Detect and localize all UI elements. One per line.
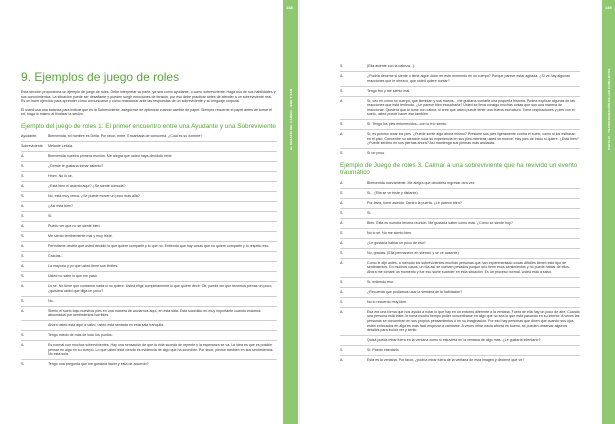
dialogue-text: Tengo miedo de más de todo los puntos. <box>48 333 113 338</box>
dialogue-text: Sí. <box>48 214 53 219</box>
page-number-left: 148 <box>286 5 293 10</box>
dialogue-text: ¿Podría decirme si siente o tiene algún dolor en este momento en su cuerpo? Porque parece estar agitada. ¿Sí ve hay algunas reacciones que le ofrezco, que usted quiere contar? <box>367 73 570 83</box>
line-separator <box>340 208 580 209</box>
dialogue-line <box>21 264 277 269</box>
speaker-label: A. <box>21 204 25 209</box>
dialogue-text: No... <box>48 298 56 303</box>
line-separator <box>21 161 277 162</box>
dialogue-text: Bienvenida, mi nombre es Delia. Por favor, entre. Encantada de conocerla. ¿Cuál es su nombre? <box>48 134 203 139</box>
speaker-label: S. <box>21 164 25 169</box>
dialogue-line <box>340 201 580 206</box>
dialogue-line <box>340 261 580 275</box>
dialogue-line <box>340 181 580 186</box>
dialogue-line <box>21 204 277 209</box>
line-separator <box>340 198 580 199</box>
speaker-label: S. <box>21 274 25 279</box>
dialogue-line <box>21 184 277 189</box>
speaker-label: S. <box>340 64 344 68</box>
speaker-label: A. <box>340 98 344 103</box>
line-separator <box>340 248 580 249</box>
dialogue-text: Esa era una forma que nos ayuda a notar lo que hay en un entorno diferente a la ventana. Fuera de ella hay un poco de aire. Cuando una persona está triste, le toma mucho tiempo poder concentrarse en algo que no sea lo que está pasando en su interior. A veces las personas se concentran en sus propios pensamientos o en su imaginación. Por eso hay personas que dicen que cuando sus ojos están enfocados en algo es más fácil empezar a calmarse. A veces mirar hacia afuera es bueno, se pueden observar algunos detalles para incluir ver y sentir. <box>367 309 580 333</box>
line-separator <box>21 221 277 222</box>
dialogue-line <box>340 348 580 353</box>
speaker-label: A. <box>21 224 25 229</box>
band-label-right: PARTE III · TRANSFORMACIÓN DE LOS CONFLICTOS <box>607 68 611 150</box>
speaker-label: A. <box>21 308 25 313</box>
dialogue-line <box>340 251 580 256</box>
dialogue-text: Bienvenida nuevamente. Me alegra que decidiera regresar otra vez. <box>367 180 476 185</box>
line-separator <box>340 218 580 219</box>
line-separator <box>21 181 277 182</box>
dialogue-line <box>21 144 277 149</box>
line-separator <box>21 201 277 202</box>
right-content <box>340 64 580 365</box>
dialogue-list-right-top <box>340 64 580 156</box>
speaker-label: S. <box>340 230 344 235</box>
speaker-label: A. <box>21 264 25 269</box>
line-separator <box>21 261 277 262</box>
line-separator <box>340 119 580 120</box>
dialogue-line <box>21 323 277 328</box>
left-page <box>0 0 300 424</box>
dialogue-text: Bien. Esta es nuestra tercera reunión. Me gustaría saber cómo está. ¿Cómo se siente hoy? <box>367 220 513 225</box>
line-separator <box>340 86 580 87</box>
speaker-label: S. <box>340 299 344 304</box>
speaker-label: S. <box>340 210 344 215</box>
dialogue-line <box>21 299 277 304</box>
page-title: 9. Ejemplos de juego de roles <box>21 70 180 84</box>
dialogue-line <box>21 164 277 169</box>
dialogue-line <box>21 134 277 139</box>
dialogue-line <box>21 154 277 159</box>
dialogue-text: Sí. Puedo intentarlo. <box>367 348 400 353</box>
line-separator <box>340 228 580 229</box>
line-separator <box>21 340 277 341</box>
dialogue-text: No, gracias. (Ella permanece en silencio y se ve ausente). <box>367 250 460 255</box>
dialogue-text: Melanie Letizia. <box>48 144 73 149</box>
speaker-label: A. <box>340 289 344 294</box>
speaker-label: S. <box>340 190 344 195</box>
left-side-band <box>283 0 298 424</box>
dialogue-text: (Ella asiente con la cabeza...). <box>367 64 416 68</box>
line-separator <box>340 287 580 288</box>
speaker-label: S. <box>21 214 25 219</box>
dialogue-text: Por favor, tome asiento. Dentro la puerta. ¿Le parece bien? <box>367 200 462 205</box>
speaker-label: A. <box>340 309 344 314</box>
speaker-label: S. <box>21 194 25 199</box>
dialogue-text: La mayoría y yo que usted tiene sus límites. <box>48 264 119 269</box>
line-separator <box>340 238 580 239</box>
dialogue-list-left <box>21 134 277 367</box>
intro-text <box>21 90 277 117</box>
dialogue-line <box>21 274 277 279</box>
speaker-label: S. <box>340 279 344 284</box>
speaker-label: S. <box>21 174 25 179</box>
dialogue-line <box>340 132 580 146</box>
speaker-label: A. <box>340 260 344 265</box>
dialogue-text: ¿Así está bien? <box>48 204 73 209</box>
line-separator <box>340 297 580 298</box>
dialogue-text: Hmm. No lo sé. <box>48 174 73 179</box>
line-separator <box>340 355 580 356</box>
dialogue-line <box>340 338 580 343</box>
dialogue-line <box>21 284 277 293</box>
dialogue-line <box>21 224 277 229</box>
dialogue-text: Sí, veo en cómo su cuerpo, que tiemblan y sus manos... me gustaría contarle una pequeña historia. Podría explicar algunas de las reacciones que está teniendo. ¿Le parece bien escucharla? Usted se lleva consigo muchas cosas que son una manera de reaccionar. Quisiera que lo tome con calma, si cree que usted puede tener una buena estructura. Tome respiraciones y pies con el suelo, usted puede hacer ese también. <box>367 98 575 117</box>
dialogue-line <box>340 122 580 127</box>
dialogue-text: Quizá pueda mirar fuera en la ventana como si estuviera en la ventana de algo más. ¿Le gustaría intentarlo? <box>367 338 541 343</box>
speaker-label: A. <box>21 244 25 249</box>
dialogue-text: ¿Dónde le gustaría tomar asiento? <box>48 164 104 169</box>
line-separator <box>21 359 277 360</box>
left-content <box>21 70 277 369</box>
dialogue-text: Sí, es preciso tocar los pies. ¿Puede sentir algo ahora mismo? Presione sus pies ligeramente contra el suelo, como si los estiraran en el piso. Concentre su atención toda su experiencia en sus pies mientras usted se mueve. Hay pies de inicio si quiere. ¿Está bien? ¿Puede sentirlo en sus piernas ahora? Así mantenga sus piernas más ancladas. <box>367 132 579 146</box>
dialogue-text: No, está muy cerca. ¿Se puede mover un poco más allá? <box>48 194 140 199</box>
page-number-right: 149 <box>605 5 612 10</box>
speaker-label: A. <box>340 200 344 205</box>
line-separator <box>21 281 277 282</box>
dialogue-line <box>21 254 277 259</box>
dialogue-text: ¿Le gustaría hablar un poco de eso? <box>367 240 426 245</box>
dialogue-text: Es normal con muchos sobrevivientes. Hay una sensación de que la vida suceda de repente y la esperanza se va. La idea es que es posible pensar en algo en su cuerpo. Lo que usted está viendo es evidencia de algo que ha sucedido. Por favor, piense también en sus sentimientos. No está sola. <box>48 343 274 357</box>
speaker-label: S. <box>340 250 344 255</box>
dialogue-line <box>340 310 580 333</box>
speaker-label: A. <box>340 73 344 78</box>
dialogue-text: Sí. Tengo los pies entumecidos...con lo frío siento. <box>367 122 448 127</box>
dialogue-line <box>340 241 580 246</box>
dialogue-line <box>340 358 580 363</box>
dialogue-line <box>21 214 277 219</box>
dialogue-text: ¿Recuerda que podíamos usar la ventana de la habitación? <box>367 289 463 294</box>
dialogue-text: No lo recuerdo muy bien. <box>367 299 408 304</box>
line-separator <box>21 271 277 272</box>
speaker-label: S. <box>340 151 344 156</box>
line-separator <box>340 345 580 346</box>
line-separator <box>340 277 580 278</box>
dialogue-line <box>21 333 277 338</box>
dialogue-text: Lo sé. No tiene que contarme nada si no quiere. Usted elige completamente lo que quiere decir. Ok, puede ver que tenemos plenas un poco, ¿quisiera usted que diga un poco? <box>48 284 273 293</box>
dialogue-line <box>21 194 277 199</box>
dialogue-line <box>21 244 277 249</box>
dialogue-text: Como le dije antes, a menudo los sobrevivientes muchas personas que han experimentado cosas difíciles tienen este tipo de sentimientos. En muchos casos, un día así se vuelven pesados porque uno tiene esos sentimientos y no puede hablar de ellos. Ahora me tomaré un momento y fue eso suele suceder en esta situación. Es un proceso normal. Usted está a salvo. <box>367 260 570 274</box>
dialogue-line <box>21 234 277 239</box>
dialogue-line <box>340 99 580 117</box>
line-separator <box>21 231 277 232</box>
speaker-label: Ayudante. <box>21 134 38 139</box>
speaker-label: A. <box>340 220 344 225</box>
dialogue-line <box>340 89 580 94</box>
dialogue-text: Usted no sabe lo que me pasó. <box>48 274 98 279</box>
dialogue-text: Permítame decirle que usted decidió lo que quiere compartir y lo que no. Entiendo que hay cosas que no quiere compartir y lo respeto eso. <box>48 244 270 249</box>
dialogue-line <box>340 64 580 69</box>
speaker-label: S. <box>21 362 25 367</box>
speaker-label: A. <box>340 132 344 137</box>
line-separator <box>340 71 580 72</box>
line-separator <box>21 211 277 212</box>
dialogue-line <box>340 231 580 236</box>
speaker-label: S. <box>21 333 25 338</box>
dialogue-text: No lo sé. No me siento bien. <box>367 230 413 235</box>
line-separator <box>21 171 277 172</box>
dialogue-line <box>340 290 580 295</box>
speaker-label: S. <box>21 298 25 303</box>
line-separator <box>21 151 277 152</box>
line-separator <box>340 258 580 259</box>
line-separator <box>21 320 277 321</box>
section-title-roleplay-1: Ejemplo del juego de roles 1: El primer encuentro entre una Ayudante y una Sobreviviente <box>21 122 276 130</box>
speaker-label: A. <box>340 358 344 363</box>
dialogue-text: ¿Está bien el asiento aquí? ¿Se siente cómoda? <box>48 184 126 189</box>
dialogue-line <box>21 343 277 357</box>
intro-paragraph: Esta sección proporciona un ejemplo de juego de roles. Debe interpretar su parte, ya sea como ayudante, o como sobreviviente. Haga uso de sus habilidades y sus conocimientos. La situación puede ser desafiante y pueden surgir emociones de tensión, por eso debe practicar antes de atender a un sobreviviente real. Es un buen ejercicio para aprender cómo comunicarse y cómo reaccionar ante las respuestas de un sobreviviente y su lenguaje corporal. <box>21 90 276 104</box>
speaker-label: A. <box>21 284 25 289</box>
line-separator <box>21 330 277 331</box>
dialogue-text: Esta es la ventana. Por favor, ¿podría mirar fuera de la ventana de esta imagen y decirme qué ve? <box>367 358 525 363</box>
dialogue-text: Sí un poco. <box>367 151 386 156</box>
speaker-label: S. <box>21 254 25 259</box>
line-separator <box>21 296 277 297</box>
dialogue-text: Sí, entiendo eso. <box>367 279 394 284</box>
dialogue-text: Siento el suelo bajo nuestros pies en una manera de anclarnos aquí, en esta sala. Está sucedido en muy importante cuando estamos abrumados por sentimientos horribles. <box>48 308 261 318</box>
line-separator <box>340 148 580 149</box>
dialogue-line <box>340 211 580 216</box>
speaker-label: S. <box>340 88 344 93</box>
line-separator <box>21 191 277 192</box>
dialogue-line <box>340 221 580 226</box>
dialogue-line <box>340 300 580 305</box>
dialogue-text: Tengo frío y me siento mal. <box>367 88 411 93</box>
speaker-label: A. <box>21 154 25 159</box>
band-label-left: EL DESAFÍO DEL CAMBIO · IEME Y SAM <box>289 88 293 150</box>
dialogue-line <box>340 280 580 285</box>
intro-paragraph: El usted usa una balanza para indicar que es la Sobreviviente, asegúrese de optimizar cuando cambie de papel. Siempre recuerde el papel antes de tomar el rol, haga lo mismo al finalizar la sesión. <box>21 107 272 117</box>
dialogue-line <box>21 362 277 367</box>
line-separator <box>21 306 277 307</box>
speaker-label: A. <box>340 240 344 245</box>
speaker-label: S. <box>21 234 25 239</box>
speaker-label <box>340 338 367 343</box>
section-title-roleplay-3: Ejemplo de Juego de roles 3. Calmar a una sobreviviente que ha revivido un evento traumático <box>340 162 578 177</box>
speaker-label: S. <box>340 348 344 353</box>
line-separator <box>340 335 580 336</box>
line-separator <box>21 251 277 252</box>
line-separator <box>21 241 277 242</box>
line-separator <box>21 141 277 142</box>
speaker-label: Sobreviviente. <box>21 144 44 149</box>
line-separator <box>340 307 580 308</box>
dialogue-text: Puedo ver que no se siente bien. <box>48 224 101 229</box>
dialogue-text: Me siento terriblemente mal y muy triste. <box>48 234 113 239</box>
dialogue-line <box>340 151 580 156</box>
speaker-label: S. <box>340 122 344 127</box>
dialogue-text: Ahora usted está aquí a salvo, usted está sentada en esta sala tranquila. <box>48 323 165 328</box>
line-separator <box>340 129 580 130</box>
line-separator <box>340 188 580 189</box>
dialogue-line <box>340 191 580 196</box>
dialogue-text: Sí... (Ella se ve triste y distante). <box>367 190 419 195</box>
dialogue-line <box>21 174 277 179</box>
dialogue-line <box>340 74 580 83</box>
speaker-label <box>21 323 48 328</box>
dialogue-text: Gracias... <box>48 254 64 259</box>
dialogue-text: Sí. <box>367 210 372 215</box>
speaker-label: A. <box>340 180 344 185</box>
dialogue-list-right <box>340 181 580 363</box>
speaker-label: A. <box>21 184 25 189</box>
right-side-band <box>602 0 615 424</box>
speaker-label: A. <box>21 343 25 348</box>
dialogue-text: Bienvenida nuestra primera reunión. Me alegra que usted haya decidido venir. <box>48 154 173 159</box>
line-separator <box>340 96 580 97</box>
dialogue-line <box>21 309 277 318</box>
dialogue-text: Tengo una pregunta que me gustaría hacer y está de acuerdo? <box>48 362 149 367</box>
